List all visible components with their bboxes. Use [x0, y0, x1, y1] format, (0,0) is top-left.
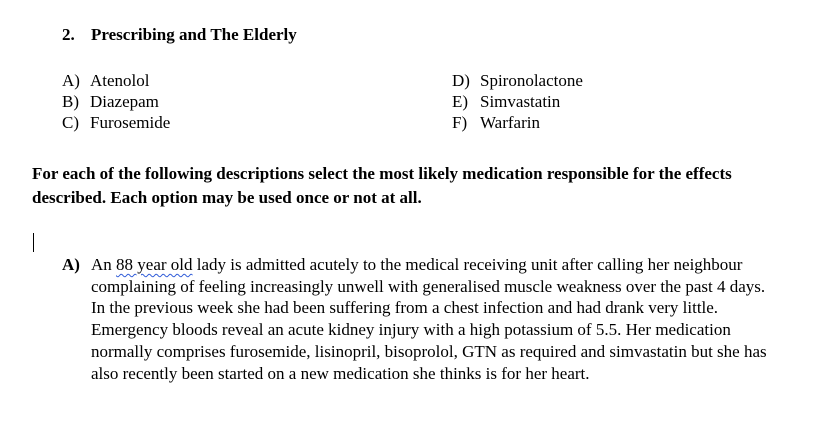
- option-name: Furosemide: [90, 113, 171, 132]
- option-letter: B): [62, 92, 79, 111]
- option-name: Warfarin: [480, 113, 540, 132]
- options-list-right: [452, 70, 583, 133]
- text-cursor[interactable]: [33, 233, 34, 252]
- option-letter: C): [62, 113, 79, 132]
- question-text[interactable]: [62, 254, 782, 384]
- options-list-left: [62, 70, 170, 133]
- option-item: [62, 91, 170, 112]
- option-name: Spironolactone: [480, 71, 583, 90]
- section-number: 2.: [62, 25, 75, 44]
- option-item: [452, 112, 583, 133]
- option-letter: F): [452, 113, 468, 132]
- question-a: [62, 254, 782, 384]
- question-text-start: An: [91, 255, 117, 274]
- option-item: [452, 70, 583, 91]
- option-item: [452, 91, 583, 112]
- option-item: [62, 112, 170, 133]
- section-title: Prescribing and The Elderly: [91, 25, 297, 44]
- question-letter: A): [62, 255, 80, 274]
- option-name: Simvastatin: [480, 92, 561, 111]
- section-heading: [62, 24, 297, 46]
- option-letter: E): [452, 92, 469, 111]
- option-item: [62, 70, 170, 91]
- option-letter: A): [62, 71, 80, 90]
- option-name: Atenolol: [90, 71, 150, 90]
- question-text-body: lady is admitted acutely to the medical receiving unit after calling her neighbour complaining of feeling increasingly unwell with generalised muscle weakness over the past 4 days. In the previous week she had been suffering from a chest infection and had drank very little. Emergency bloods reveal an acute kidney injury with a high potassium of 5.5. Her medication normally comprises furosemide, lisinopril, bisoprolol, GTN as required and simvastatin but she has also recently been started on a new medication she thinks is for her heart.: [91, 255, 767, 383]
- option-letter: D): [452, 71, 470, 90]
- grammar-flagged-phrase[interactable]: 88 year old: [116, 255, 193, 274]
- instructions-text: For each of the following descriptions select the most likely medication responsible for the effects described. Each option may be used once or not at all.: [32, 164, 732, 207]
- option-name: Diazepam: [90, 92, 159, 111]
